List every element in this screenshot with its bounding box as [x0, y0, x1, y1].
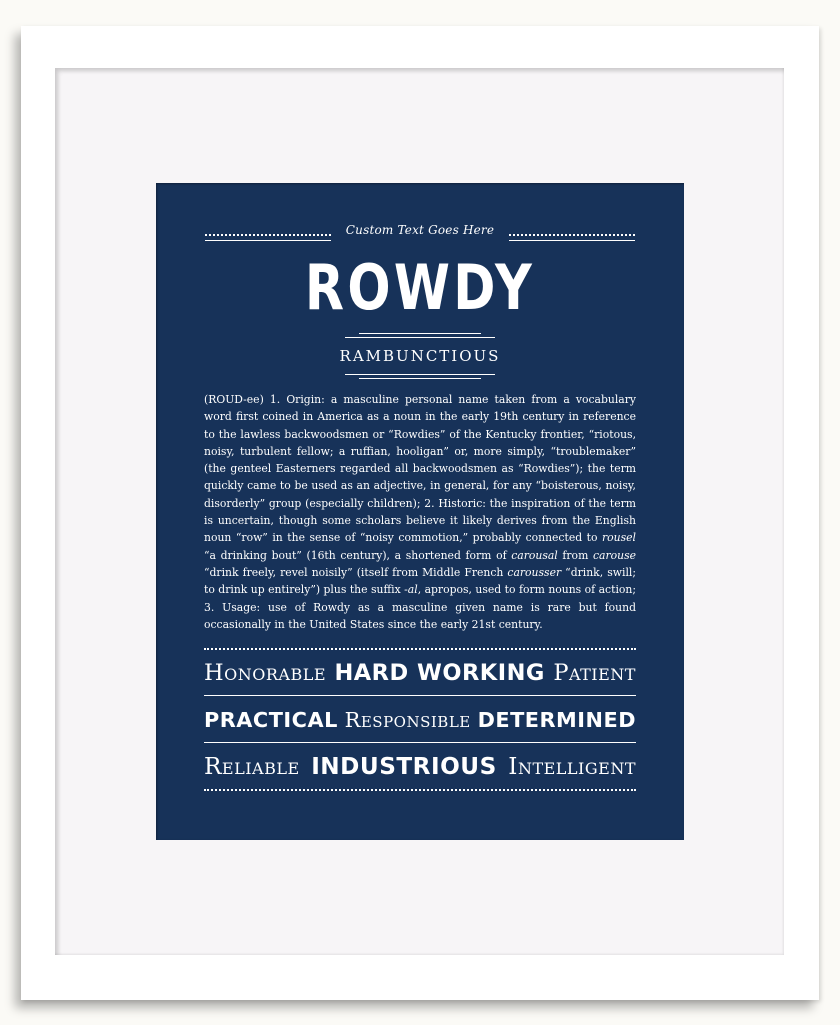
rule-above-meaning-2	[345, 337, 495, 338]
custom-text: Custom Text Goes Here	[345, 223, 495, 237]
dotted-divider-bottom	[204, 789, 636, 791]
trait: HARD WORKING	[334, 660, 545, 686]
trait: INDUSTRIOUS	[311, 754, 497, 780]
trait-divider-2	[204, 742, 636, 743]
name-print	[156, 183, 684, 840]
trait: Reliable	[204, 754, 300, 780]
traits-row-2	[204, 703, 636, 737]
name-meaning: RAMBUNCTIOUS	[339, 347, 501, 365]
name-title: ROWDY	[304, 251, 536, 324]
traits-row-3	[204, 750, 636, 784]
traits-row-1	[204, 656, 636, 690]
custom-text-row	[205, 223, 635, 243]
rule-below-meaning-2	[359, 378, 481, 379]
trait: Intelligent	[508, 754, 636, 780]
dotted-divider-top	[204, 648, 636, 650]
trait: Patient	[553, 660, 636, 686]
trait: Honorable	[204, 660, 327, 686]
dotted-ornament-right	[509, 234, 635, 236]
trait-divider-1	[204, 695, 636, 696]
trait: PRACTICAL	[204, 708, 338, 732]
definition-text: (ROUD-ee) 1. Origin: a masculine personal name taken from a vocabulary word first coined in America as a noun in the early 19th century in reference to the lawless backwoodsmen or “Rowdies” of the Kentucky frontier, “riotous, noisy, turbulent fellow; a ruffian, hooligan” or, more simply, “troublemaker” (the genteel Easterners regarded all backwoodsmen as “Rowdies”); the term quickly came to be used as an adjective, in general, for any “boisterous, noisy, disorderly” group (especially children); 2. Historic: the inspiration of the term is uncertain, though some scholars believe it likely derives from the English noun “row” in the sense of “noisy commotion,” probably connected to rousel “a drinking bout” (16th century), a shortened form of carousal from carouse “drink freely, revel noisily” (itself from Middle French carousser “drink, swill; to drink up entirely”) plus the suffix -al, apropos, used to form nouns of action; 3. Usage: use of Rowdy as a masculine given name is rare but found occasionally in the United States since the early 21st century.	[204, 393, 636, 631]
rule-above-meaning	[359, 333, 481, 334]
trait: Responsible	[344, 708, 471, 732]
trait: DETERMINED	[477, 708, 636, 732]
rule-below-meaning	[345, 374, 495, 375]
